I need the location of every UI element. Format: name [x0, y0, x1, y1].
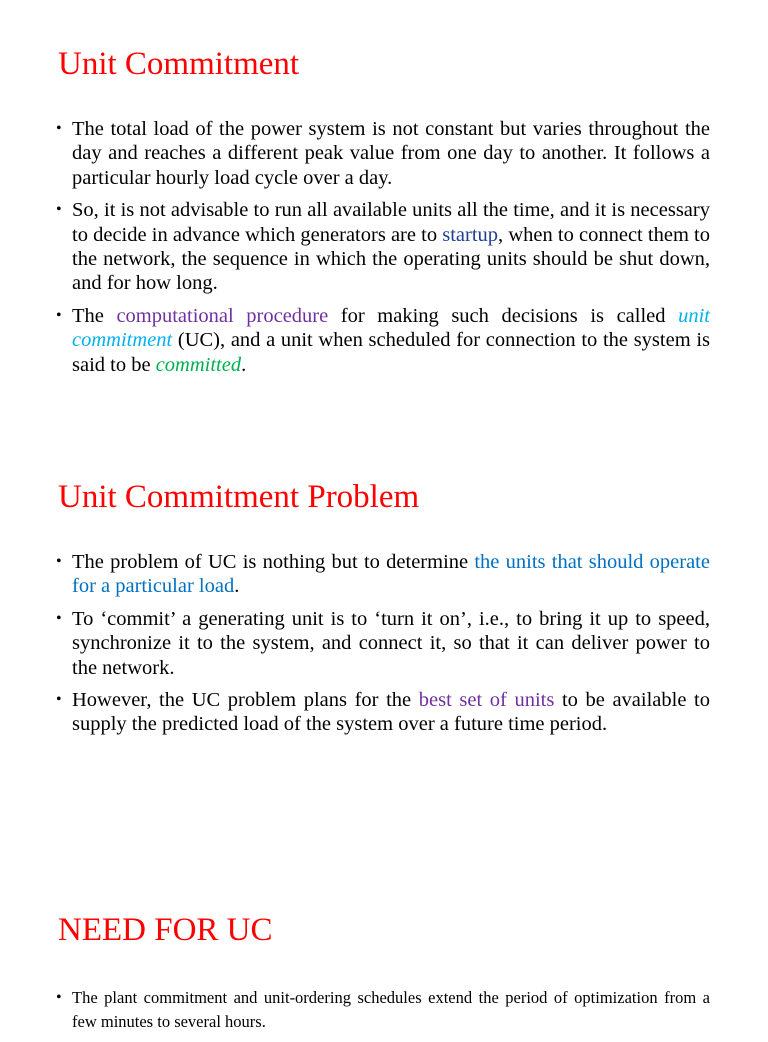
bullet-list-unit-commitment [56, 117, 710, 385]
highlight-startup: startup [442, 223, 499, 246]
bullet-text: The total load of the power system is not constant but varies throughout the day and reaches a different peak value from one day to another. It follows a particular hourly load cycle over a day. [72, 118, 710, 189]
bullet-text: So, it is not advisable to run all available units all the time, and it is necessary to decide in advance which generators are to [72, 199, 710, 246]
highlight-units-that-should-operate: the units that should operate for a particular load [72, 551, 710, 598]
list-item [56, 550, 710, 599]
bullet-text: to be available to supply the predicted load of the system over a future time period. [72, 689, 710, 736]
highlight-computational-procedure: computational procedure [116, 304, 329, 327]
bullet-text: However, the UC problem plans for the [72, 689, 419, 712]
list-item [56, 117, 710, 190]
heading-unit-commitment: Unit Commitment [58, 46, 300, 82]
bullet-icon: • [56, 609, 62, 627]
list-item [56, 304, 710, 377]
highlight-committed: committed [155, 353, 242, 376]
bullet-text: The plant commitment and unit-ordering schedules extend the period of optimization from a few minutes to several hours. [72, 988, 710, 1031]
bullet-text: The [72, 304, 117, 327]
list-item [56, 607, 710, 680]
bullet-icon: • [56, 201, 62, 219]
heading-unit-commitment-problem: Unit Commitment Problem [58, 479, 420, 515]
bullet-icon: • [56, 120, 62, 137]
bullet-text: for making such decisions is called [328, 304, 679, 327]
list-item [56, 198, 710, 296]
bullet-text: To ‘commit’ a generating unit is to ‘turn it on’, i.e., to bring it up to speed, synchronize it to the system, and connect it, so that it can deliver power to the network. [72, 607, 710, 679]
bullet-list-uc-problem [56, 550, 710, 745]
bullet-text: (UC), and a unit when scheduled for connection to the system is said to be [72, 329, 710, 376]
list-item [56, 688, 710, 737]
bullet-text: . [234, 575, 240, 598]
bullet-text: , when to connect them to the network, the sequence in which the operating units should be shut down, and for how long. [72, 223, 710, 295]
bullet-icon: • [56, 691, 62, 709]
bullet-icon: • [56, 989, 62, 1006]
highlight-best-set-of-units: best set of units [418, 689, 555, 712]
bullet-icon: • [56, 553, 62, 570]
bullet-text: The problem of UC is nothing but to determine [72, 551, 475, 573]
list-item [56, 986, 710, 1034]
bullet-text: . [241, 353, 247, 376]
bullet-list-need-for-uc [56, 986, 710, 1042]
heading-need-for-uc: NEED FOR UC [58, 912, 273, 948]
highlight-unit-commitment: unit commitment [72, 304, 710, 352]
bullet-icon: • [56, 306, 62, 324]
